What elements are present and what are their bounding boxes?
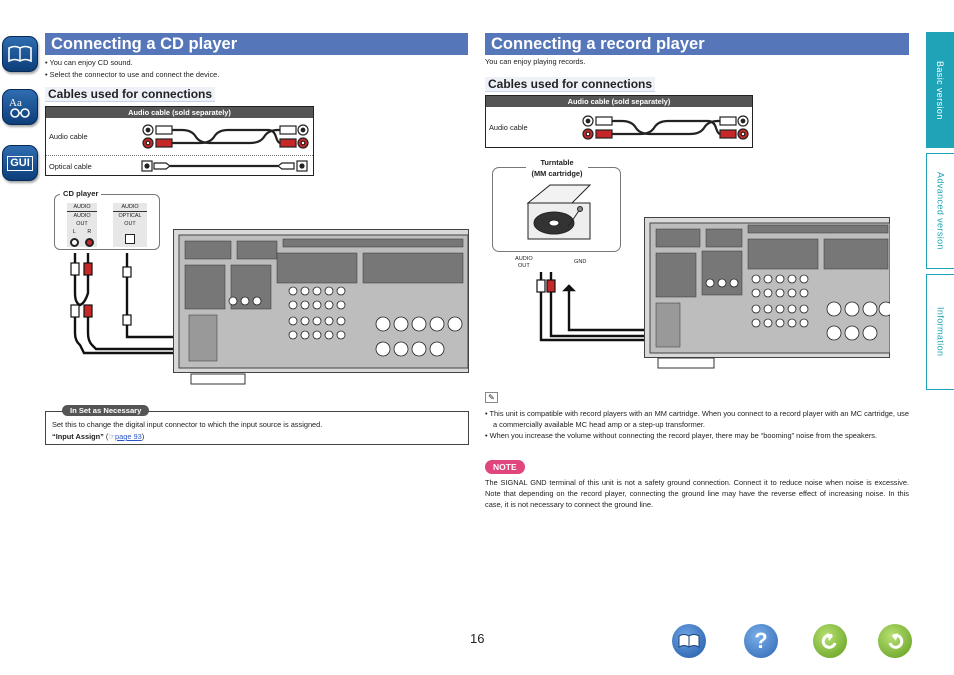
list-item: • When you increase the volume without connecting the record player, there may be “booming” noise from the speakers. <box>485 430 909 441</box>
cable-row-optical <box>46 155 313 176</box>
optical-cable-icon <box>140 159 310 173</box>
right-channel-label: R <box>87 229 92 235</box>
cd-intro-bullets <box>45 57 219 81</box>
forward-arrow-icon[interactable] <box>878 624 912 658</box>
optical-tag: AUDIO <box>113 203 147 212</box>
cables-heading: Cables used for connections <box>45 87 215 102</box>
cable-table <box>45 106 314 176</box>
optical-out-line1: OPTICAL <box>118 213 142 219</box>
page-title-record-player: Connecting a record player <box>485 33 909 55</box>
turntable-label-line2: (MM cartridge) <box>531 169 583 178</box>
record-intro: You can enjoy playing records. <box>485 57 586 66</box>
turntable-icon <box>520 183 600 243</box>
tab-label: Basic version <box>935 60 945 120</box>
receiver-rear-panel-right <box>644 217 890 369</box>
cd-player-panel <box>54 194 160 250</box>
input-assign-setting: “Input Assign” <box>52 432 104 441</box>
audio-out-line1: AUDIO <box>515 256 533 262</box>
hint-pencil-icon: ✎ <box>485 392 498 403</box>
input-assign-page-link[interactable]: page 93 <box>115 432 142 441</box>
cd-optical-out-block <box>113 203 147 247</box>
cable-row-label: Audio cable <box>489 122 528 132</box>
contents-book-icon[interactable] <box>672 624 706 658</box>
record-notes-bullets <box>485 408 909 441</box>
turntable-label <box>526 157 588 179</box>
turntable-label-line1: Turntable <box>540 158 574 167</box>
note-text: The SIGNAL GND terminal of this unit is not a safety ground connection. Connect it to reduce noise when noise is excessive. Note that depending on the record player, connecting the ground line may have the reverse effect of increasing noise. In this case, it is not necessary to connect the ground line. <box>485 478 909 509</box>
page-title-cd-player: Connecting a CD player <box>45 33 468 55</box>
list-item: • You can enjoy CD sound. <box>45 57 219 69</box>
cable-table <box>485 95 753 148</box>
audio-out-line2: OUT <box>76 221 88 227</box>
audio-tag: AUDIO <box>67 203 97 212</box>
cd-player-label: CD player <box>60 189 101 198</box>
cable-table-header: Audio cable (sold separately) <box>46 107 313 118</box>
set-as-necessary-box <box>45 406 469 445</box>
page-number: 16 <box>470 631 485 646</box>
gui-label: GUI <box>7 156 33 171</box>
help-question-icon[interactable]: ? <box>744 624 778 658</box>
cd-audio-out-block <box>67 203 97 247</box>
tab-information[interactable] <box>926 274 954 390</box>
svg-text:Aa: Aa <box>9 97 22 109</box>
receiver-rear-panel-left <box>173 229 469 385</box>
gnd-label: GND <box>574 259 587 265</box>
cable-row-label: Optical cable <box>49 161 92 171</box>
tab-basic-version[interactable] <box>926 32 954 148</box>
list-item: • Select the connector to use and connect the device. <box>45 69 219 81</box>
cable-table-header: Audio cable (sold separately) <box>486 96 752 107</box>
input-assign-ref: “Input Assign” (☞page 93) <box>52 432 145 441</box>
tab-label: Information <box>935 307 946 357</box>
set-as-necessary-text: Set this to change the digital input connector to which the input source is assigned. <box>52 420 323 429</box>
search-text-icon[interactable] <box>2 89 38 125</box>
left-channel-label: L <box>72 229 76 235</box>
optical-jack-icon <box>125 234 135 244</box>
list-item: • This unit is compatible with record players with an MM cartridge. When you connect to a record player with an MC cartridge, use a commercially available MC head amp or a step-up transformer. <box>485 408 909 430</box>
cable-row-label: Audio cable <box>49 132 88 141</box>
audio-out-line1: AUDIO <box>73 213 91 219</box>
tab-advanced-version[interactable] <box>926 153 954 269</box>
set-as-necessary-title: In Set as Necessary <box>62 405 149 416</box>
cables-heading: Cables used for connections <box>485 77 655 92</box>
page-ref-icon: ☞ <box>108 432 116 441</box>
tab-label: Advanced version <box>935 172 946 250</box>
audio-out-line2: OUT <box>517 263 530 269</box>
back-arrow-icon[interactable] <box>813 624 847 658</box>
gui-icon[interactable] <box>2 145 38 181</box>
audio-cable-icon <box>580 112 750 142</box>
optical-out-line2: OUT <box>124 221 136 227</box>
contents-icon[interactable] <box>2 36 38 72</box>
cable-row-audio <box>46 118 313 155</box>
note-badge: NOTE <box>485 460 525 474</box>
cable-row-audio <box>486 107 752 147</box>
audio-cable-icon <box>140 121 310 151</box>
